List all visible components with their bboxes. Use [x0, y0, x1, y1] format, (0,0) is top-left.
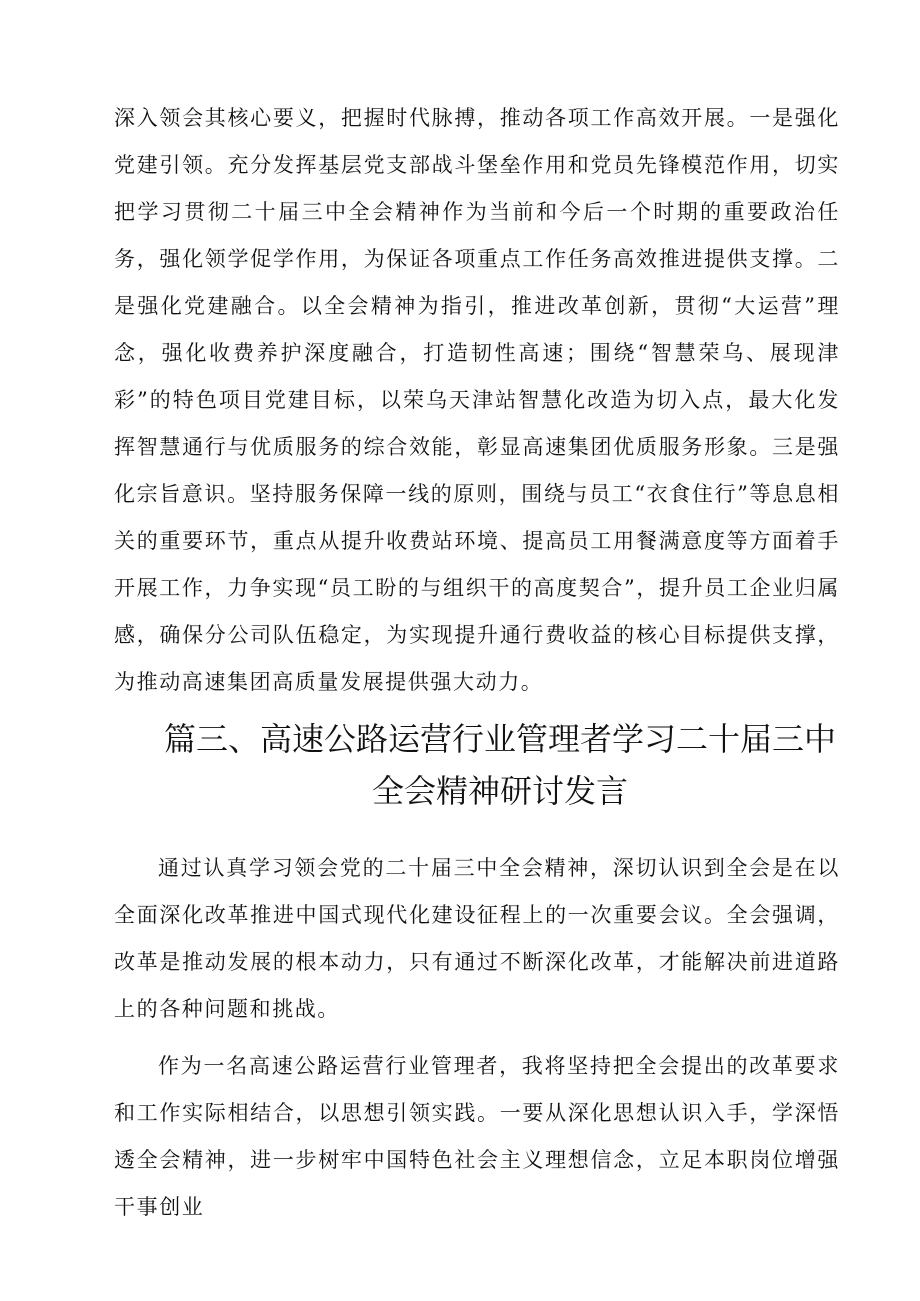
body-paragraph-2: 作为一名高速公路运营行业管理者，我将坚持把全会提出的改革要求和工作实际相结合，以思想引领实践。一要从深化思想认识入手，学深悟透全会精神，进一步树牢中国特色社会主义理想信念，立足本职岗位增强干事创业: [114, 1054, 840, 1219]
section-title: 篇三、高速公路运营行业管理者学习二十届三中全会精神研讨发言: [163, 720, 836, 810]
body-paragraph-1: 通过认真学习领会党的二十届三中全会精神，深切认识到全会是在以全面深化改革推进中国式现代化建设征程上的一次重要会议。全会强调，改革是推动发展的根本动力，只有通过不断深化改革，才能解决前进道路上的各种问题和挑战。: [114, 856, 840, 1021]
continuation-paragraph: 深入领会其核心要义，把握时代脉搏，推动各项工作高效开展。一是强化党建引领。充分发挥基层党支部战斗堡垒作用和党员先锋模范作用，切实把学习贯彻二十届三中全会精神作为当前和今后一个时期的重要政治任务，强化领学促学作用，为保证各项重点工作任务高效推进提供支撑。二是强化党建融合。以全会精神为指引，推进改革创新，贯彻“大运营”理念，强化收费养护深度融合，打造韧性高速；围绕“智慧荣乌、展现津彩”的特色项目党建目标，以荣乌天津站智慧化改造为切入点，最大化发挥智慧通行与优质服务的综合效能，彰显高速集团优质服务形象。三是强化宗旨意识。坚持服务保障一线的原则，围绕与员工“衣食住行”等息息相关的重要环节，重点从提升收费站环境、提高员工用餐满意度等方面着手开展工作，力争实现“员工盼的与组织干的高度契合”，提升员工企业归属感，确保分公司队伍稳定，为实现提升通行费收益的核心目标提供支撑，为推动高速集团高质量发展提供强大动力。: [114, 106, 840, 694]
